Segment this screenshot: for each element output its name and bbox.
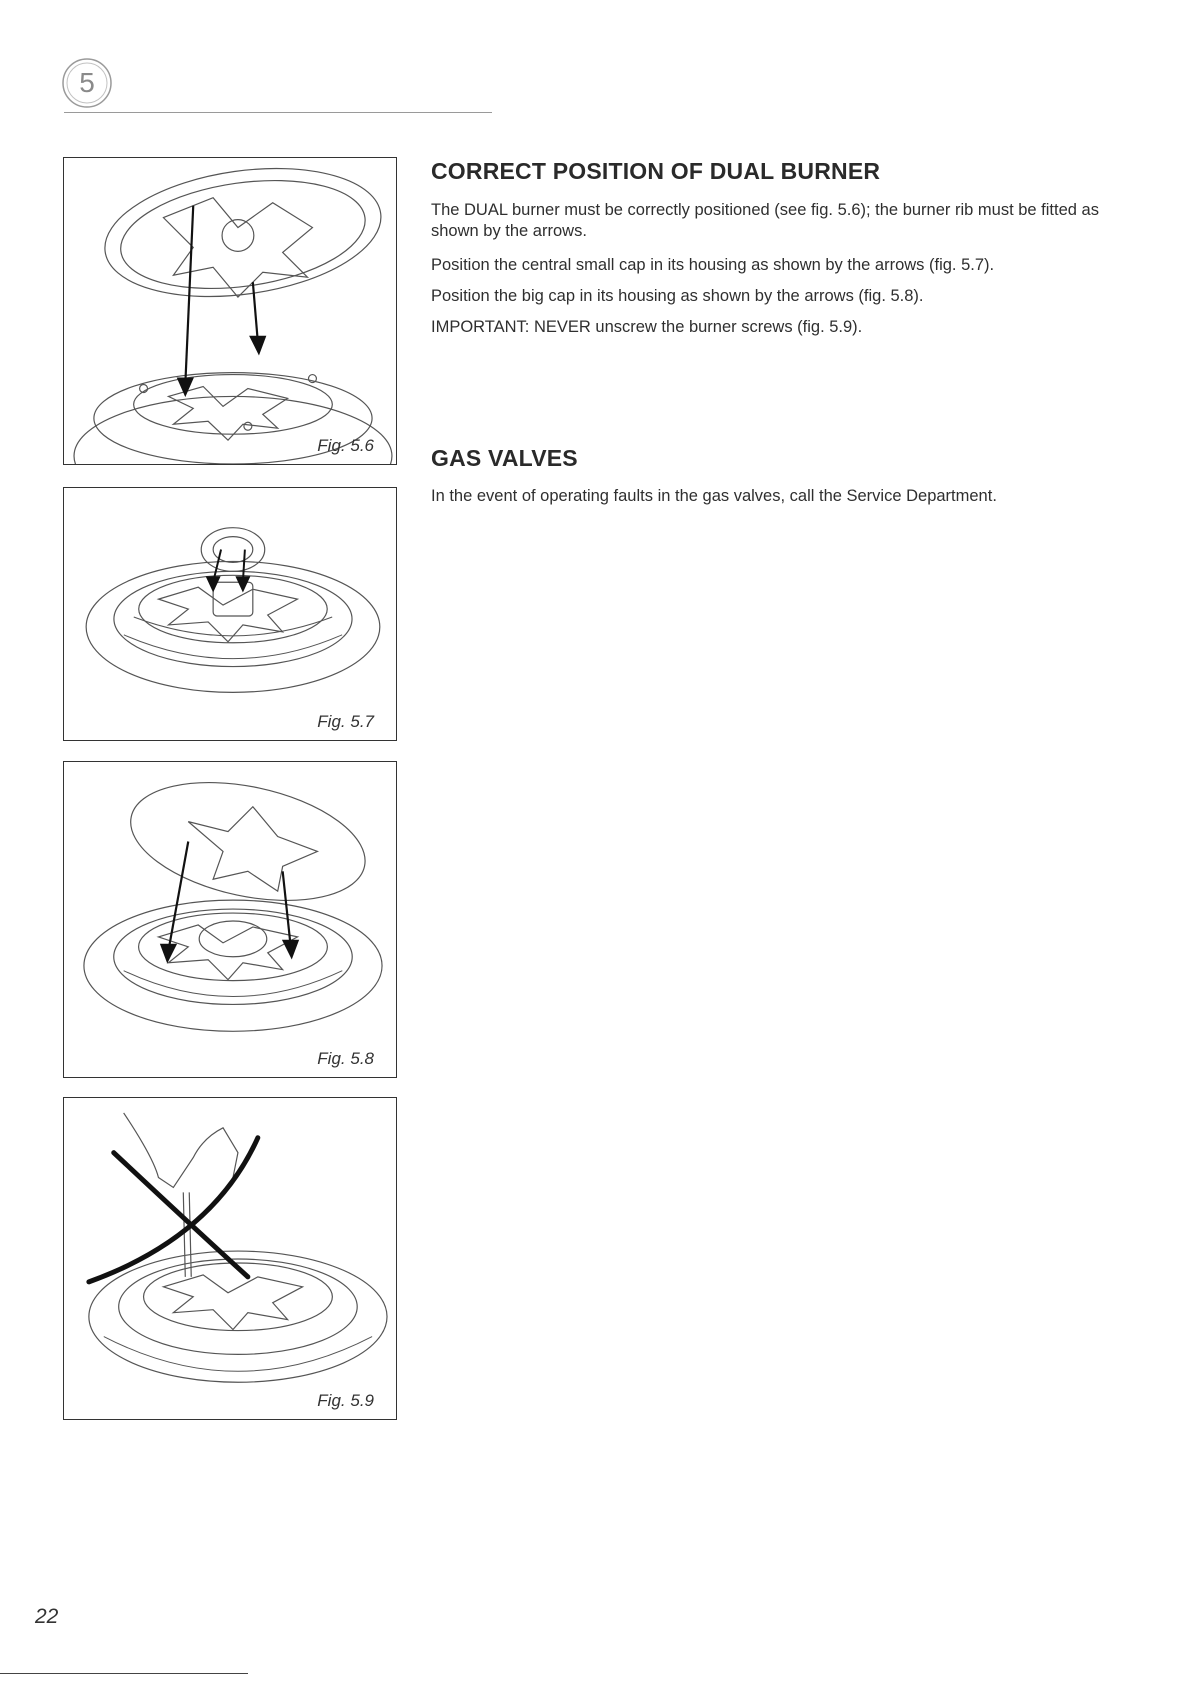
- figure-caption: Fig. 5.7: [317, 712, 374, 731]
- paragraph: In the event of operating faults in the gas valves, call the Service Department.: [431, 487, 997, 505]
- paragraph: IMPORTANT: NEVER unscrew the burner screws (fig. 5.9).: [431, 318, 863, 336]
- figure-5-7: [63, 487, 397, 741]
- header-rule: [64, 112, 492, 113]
- page-number: 22: [35, 1605, 59, 1628]
- footer-rule: [0, 1673, 248, 1674]
- chapter-number: 5: [79, 67, 95, 98]
- paragraph: Position the big cap in its housing as shown by the arrows (fig. 5.8).: [431, 287, 924, 305]
- small-cap-illustration: [64, 488, 396, 740]
- big-cap-illustration: [64, 762, 396, 1077]
- paragraph: Position the central small cap in its housing as shown by the arrows (fig. 5.7).: [431, 256, 995, 274]
- paragraph: The DUAL burner must be correctly positioned (see fig. 5.6); the burner rib must be fitted as shown by the arrows.: [431, 201, 1099, 240]
- figure-5-8: [63, 761, 397, 1078]
- section-heading-dual-burner: CORRECT POSITION OF DUAL BURNER: [431, 158, 881, 184]
- figure-5-9: [63, 1097, 397, 1420]
- do-not-unscrew-illustration: [64, 1098, 396, 1419]
- figure-caption: Fig. 5.6: [317, 436, 374, 455]
- figure-caption: Fig. 5.8: [317, 1049, 374, 1068]
- section-heading-gas-valves: GAS VALVES: [431, 445, 578, 471]
- dual-burner-rib-illustration: [64, 158, 396, 464]
- chapter-badge: [60, 56, 114, 110]
- figure-5-6: [63, 157, 397, 465]
- figure-caption: Fig. 5.9: [317, 1391, 374, 1410]
